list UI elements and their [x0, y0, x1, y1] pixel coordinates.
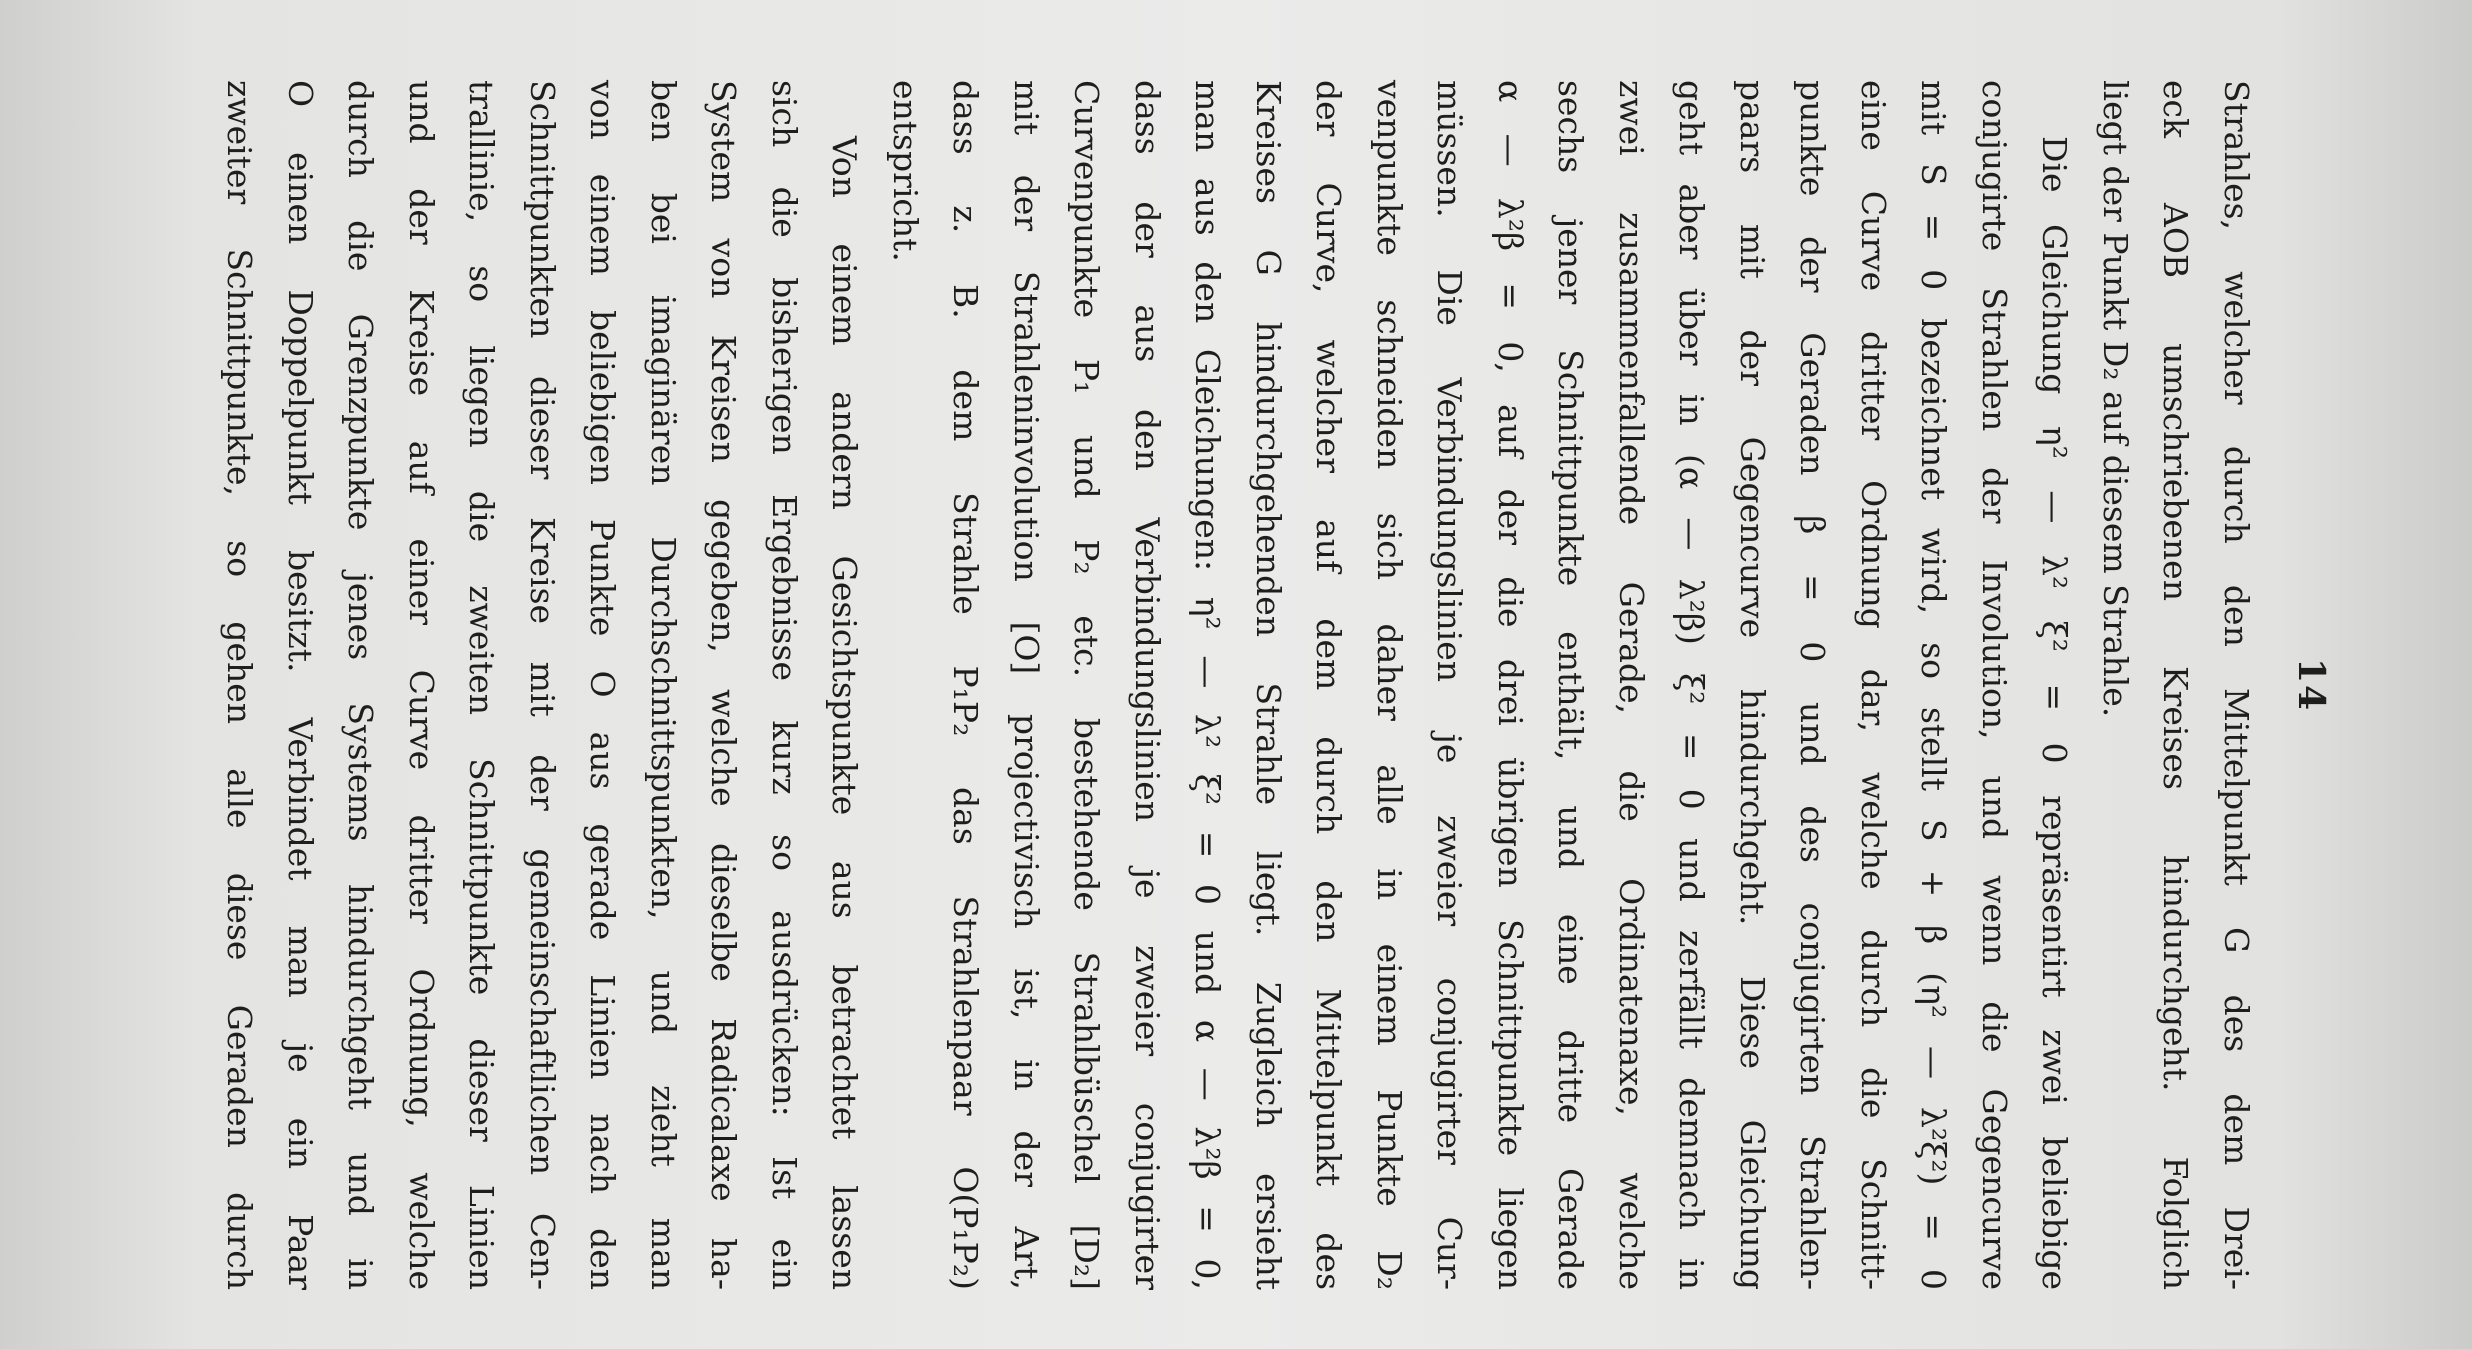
text-line: sich die bisherigen Ergebnisse kurz so ausdrücken: Ist ein — [765, 80, 804, 1290]
text-line: paars mit der Gegencurve hindurchgeht. Diese Gleichung — [1733, 80, 1772, 1290]
text-line: Schnittpunkten dieser Kreise mit der gemeinschaftlichen Cen- — [523, 80, 562, 1290]
text-line: zweiter Schnittpunkte, so gehen alle diese Geraden durch — [220, 80, 260, 1290]
text-line: Kreises G hindurchgehenden Strahle liegt. Zugleich ersieht — [1249, 80, 1288, 1290]
text-line: α — λ²β = 0, auf der die drei übrigen Schnittpunkte liegen — [1491, 80, 1530, 1290]
text-line: Strahles, welcher durch den Mittelpunkt G des dem Drei- — [2217, 80, 2256, 1290]
text-line: ben bei imaginären Durchschnittspunkten, und zieht man — [644, 80, 683, 1290]
text-line: eck AOB umschriebenen Kreises hindurchgeht. Folglich — [2156, 80, 2196, 1290]
text-line: zwei zusammenfallende Gerade, die Ordinatenaxe, welche — [1612, 80, 1651, 1290]
text-line: Von einem andern Gesichtspunkte aus betrachtet lassen — [825, 136, 865, 1290]
text-line: geht aber über in (α — λ²β) ξ² = 0 und zerfällt demnach in — [1672, 80, 1712, 1290]
text-line: System von Kreisen gegeben, welche dieselbe Radicalaxe ha- — [704, 80, 744, 1290]
text-line: liegt der Punkt D₂ auf diesem Strahle. — [2096, 80, 2135, 718]
text-line: trallinie, so liegen die zweiten Schnittpunkte dieser Linien — [462, 80, 502, 1290]
text-line: mit der Strahleninvolution [O] projectivisch ist, in der Art, — [1007, 80, 1046, 1290]
text-line: entspricht. — [886, 80, 925, 262]
text-line: müssen. Die Verbindungslinien je zweier conjugirter Cur- — [1430, 80, 1470, 1290]
text-line: man aus den Gleichungen: η² — λ² ξ² = 0 und α — λ²β = 0, — [1188, 80, 1228, 1290]
page-number: 14 — [2290, 657, 2332, 713]
text-line: mit S = 0 bezeichnet wird, so stellt S + β (η² — λ²ξ²) = 0 — [1914, 80, 1954, 1290]
text-line: dass z. B. dem Strahle P₁P₂ das Strahlenpaar O(P₁P₂) — [946, 80, 986, 1290]
text-line: der Curve, welcher auf dem durch den Mittelpunkt des — [1309, 80, 1349, 1290]
rotated-text-block — [132, 80, 2332, 1300]
text-line: Curvenpunkte P₁ und P₂ etc. bestehende Strahlbüschel [D₂] — [1067, 80, 1107, 1290]
text-line: dass der aus den Verbindungslinien je zweier conjugirter — [1128, 80, 1167, 1290]
text-line: punkte der Geraden β = 0 und des conjugirten Strahlen- — [1793, 80, 1833, 1290]
text-line: durch die Grenzpunkte jenes Systems hindurchgeht und in — [341, 80, 381, 1290]
text-line: conjugirte Strahlen der Involution, und wenn die Gegencurve — [1975, 80, 2014, 1290]
body-text — [209, 80, 2266, 1290]
text-line: und der Kreise auf einer Curve dritter Ordnung, welche — [402, 80, 441, 1290]
text-line: O einen Doppelpunkt besitzt. Verbindet man je ein Paar — [281, 80, 320, 1290]
text-line: venpunkte schneiden sich daher alle in einem Punkte D₂ — [1370, 80, 1409, 1290]
text-line: eine Curve dritter Ordnung dar, welche durch die Schnitt- — [1854, 80, 1893, 1290]
text-line: sechs jener Schnittpunkte enthält, und eine dritte Gerade — [1551, 80, 1591, 1290]
text-line: Die Gleichung η² — λ² ξ² = 0 repräsentirt zwei beliebige — [2035, 136, 2075, 1290]
text-line: von einem beliebigen Punkte O aus gerade Linien nach den — [583, 80, 623, 1290]
